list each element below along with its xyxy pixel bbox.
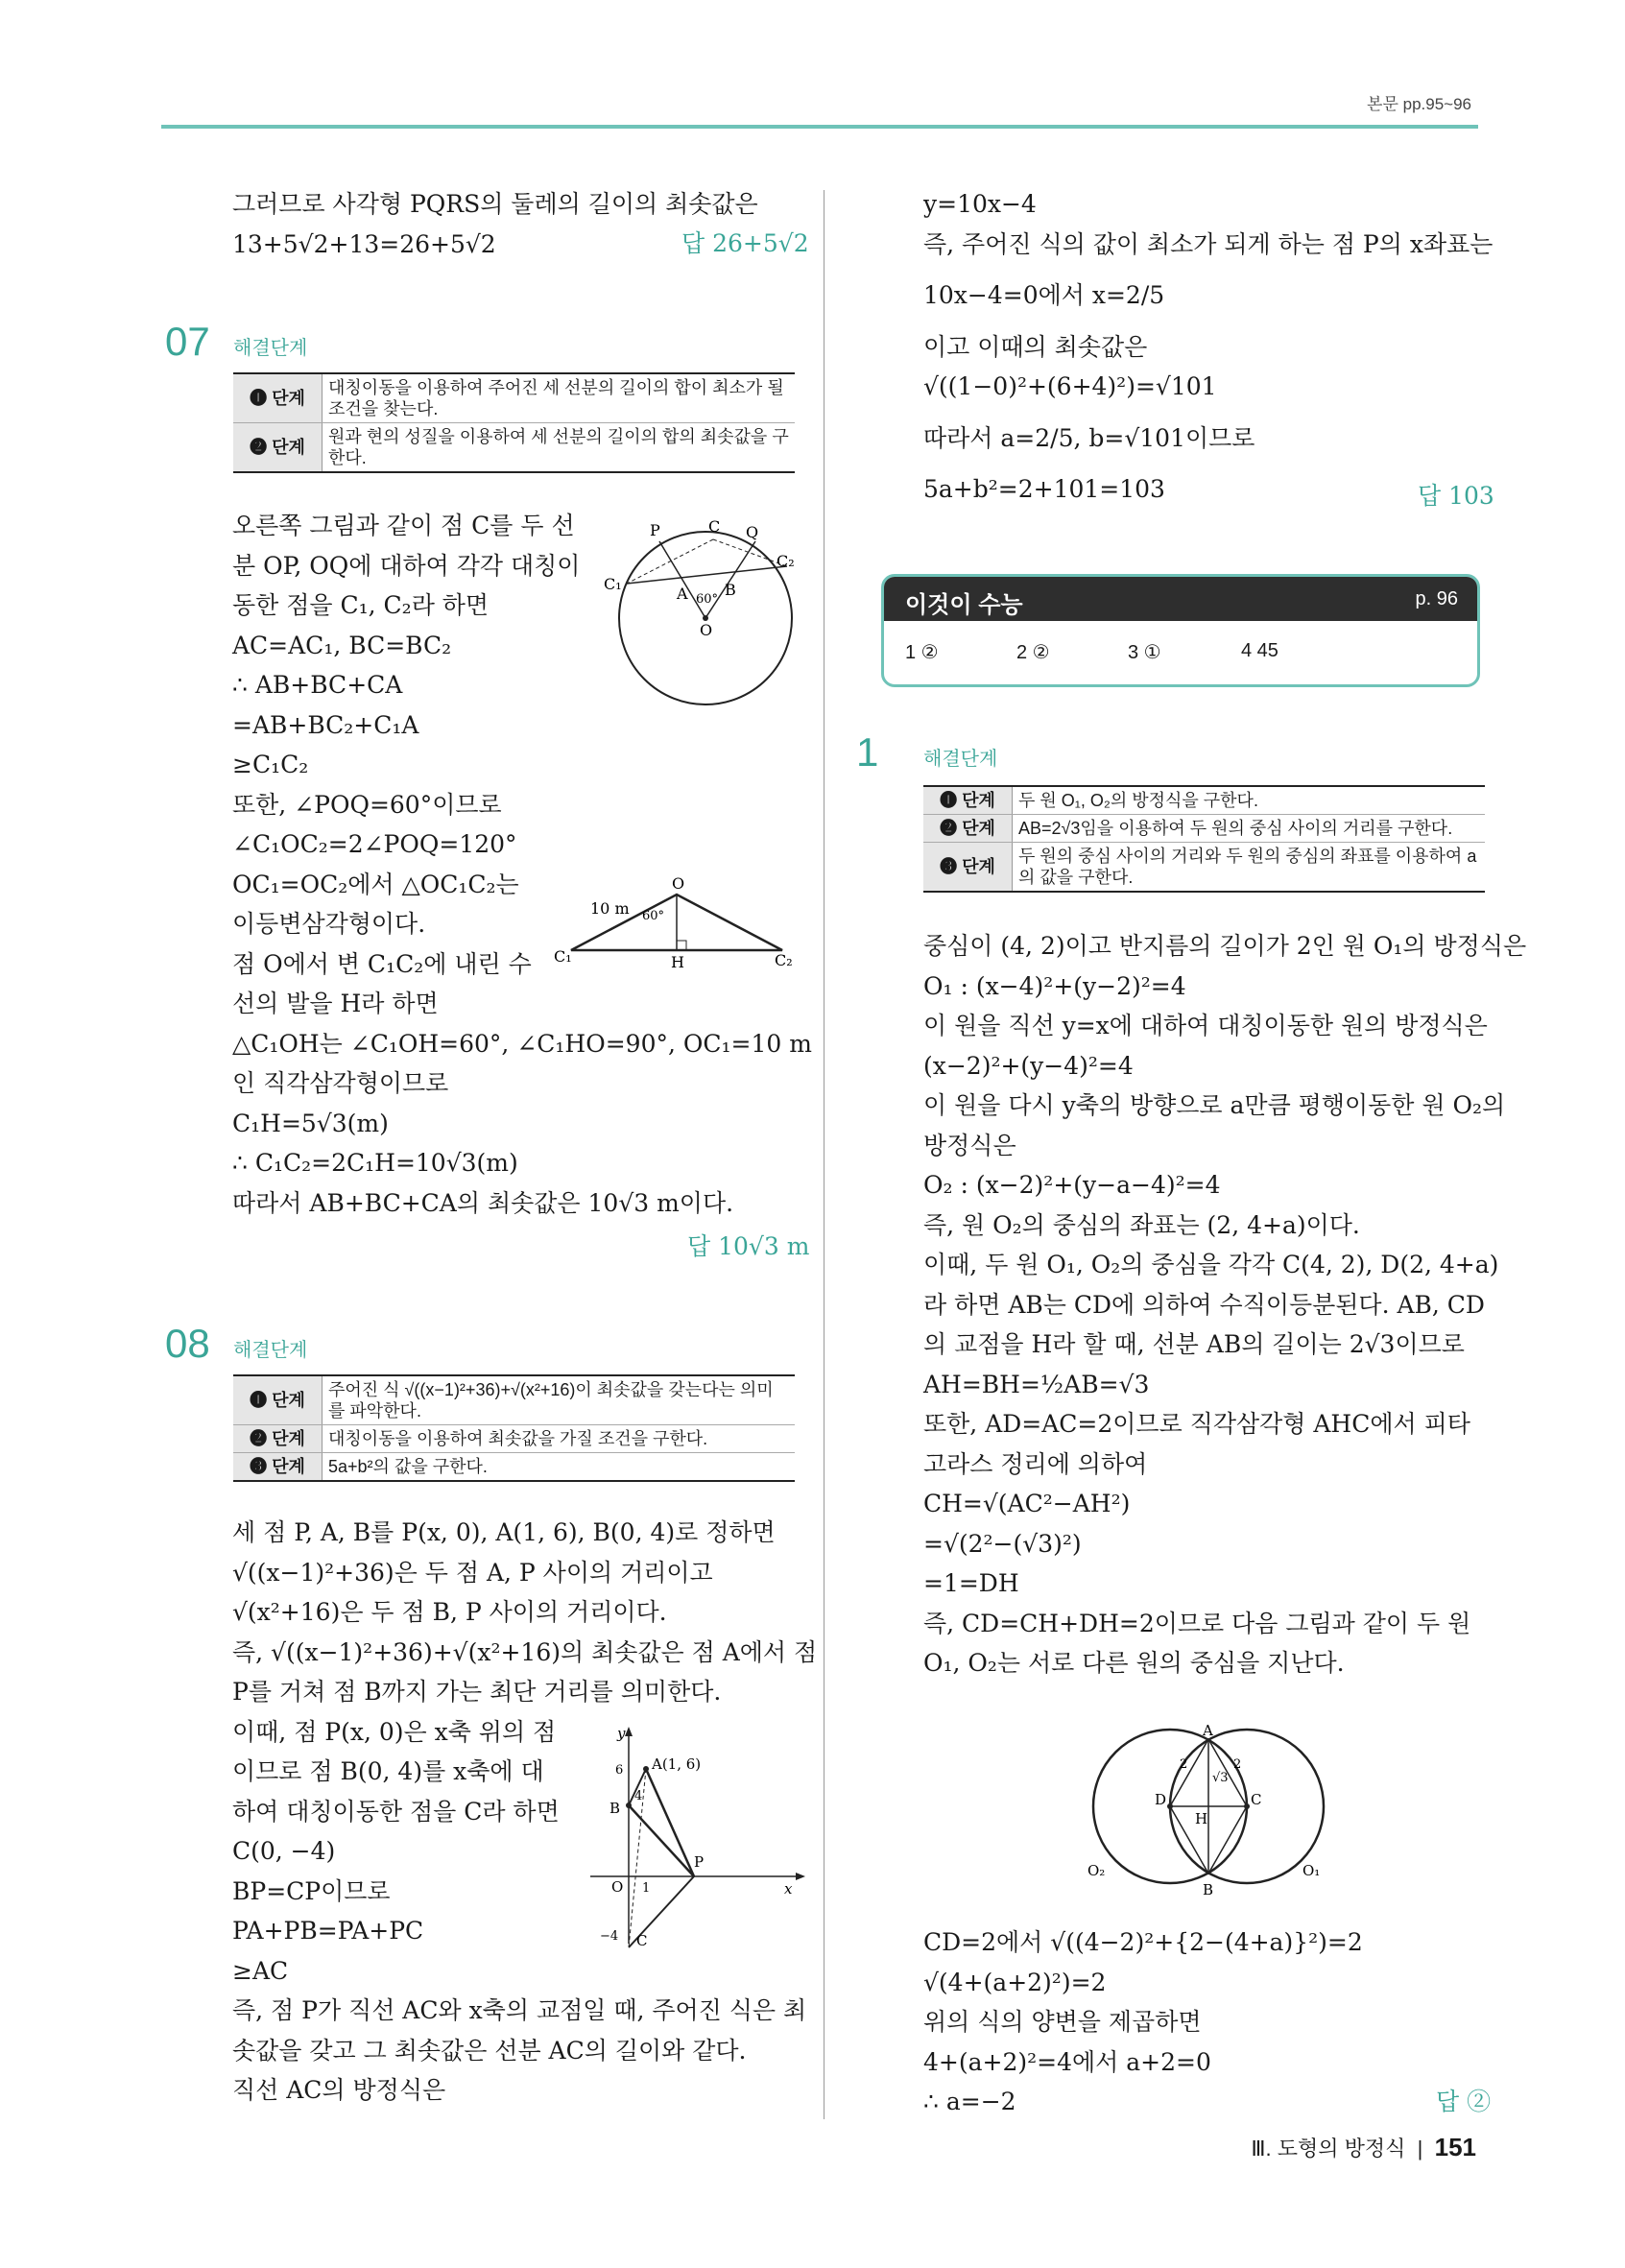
text-line: 따라서 AB+BC+CA의 최솟값은 10√3 m이다. bbox=[232, 1188, 734, 1217]
label-b: B bbox=[609, 1800, 621, 1817]
text-line: 점 O에서 변 C₁C₂에 내린 수 bbox=[232, 949, 532, 978]
text-line: O₁ : (x−4)²+(y−2)²=4 bbox=[923, 971, 1186, 1000]
text-line: 즉, 점 P가 직선 AC와 x축의 교점일 때, 주어진 식은 최 bbox=[232, 1996, 807, 2024]
text-line: 이므로 점 B(0, 4)를 x축에 대 bbox=[232, 1757, 544, 1785]
step-table bbox=[233, 1374, 795, 1482]
label-d: D bbox=[1155, 1791, 1167, 1808]
text-line: CH=√(AC²−AH²) bbox=[923, 1490, 1131, 1517]
step-label: ❸ 단계 bbox=[923, 843, 1013, 893]
step-row bbox=[923, 786, 1485, 815]
page-reference: 본문 pp.95~96 bbox=[1367, 95, 1471, 113]
label-a: A bbox=[1203, 1722, 1213, 1739]
text-line: √(x²+16)은 두 점 B, P 사이의 거리이다. bbox=[232, 1598, 667, 1626]
box-header bbox=[884, 577, 1477, 621]
box-answer-2: 2 ② bbox=[1016, 642, 1050, 663]
section-label: 해결단계 bbox=[233, 338, 308, 359]
text-line: ∴ C₁C₂=2C₁H=10√3(m) bbox=[232, 1149, 518, 1177]
label-c2: C₂ bbox=[777, 552, 795, 570]
text-line: 즉, 주어진 식의 값이 최소가 되게 하는 점 P의 x좌표는 bbox=[923, 229, 1494, 258]
answer: 답 ② bbox=[1436, 2088, 1492, 2115]
text-line: 따라서 a=2/5, b=√101이므로 bbox=[923, 423, 1255, 452]
text-line: 세 점 P, A, B를 P(x, 0), A(1, 6), B(0, 4)로 정하면 bbox=[232, 1518, 776, 1546]
text-line: O₁, O₂는 서로 다른 원의 중심을 지난다. bbox=[923, 1649, 1345, 1677]
text-line: 이등변삼각형이다. bbox=[232, 910, 426, 938]
label-p: P bbox=[650, 521, 660, 539]
text-line: ∴ a=−2 bbox=[923, 2088, 1016, 2115]
text-line: 4+(a+2)²=4에서 a+2=0 bbox=[923, 2047, 1211, 2076]
label-length: 10 m bbox=[590, 899, 630, 918]
step-row bbox=[923, 815, 1485, 843]
step-text: 원과 현의 성질을 이용하여 세 선분의 길이의 합의 최솟값을 구한다. bbox=[323, 423, 796, 473]
text-line: 솟값을 갖고 그 최솟값은 선분 AC의 길이와 같다. bbox=[232, 2036, 747, 2065]
label-b: B bbox=[1203, 1881, 1214, 1898]
section-label: 해결단계 bbox=[923, 749, 998, 770]
answer: 답 26+5√2 bbox=[681, 229, 809, 257]
circle-reflection-figure bbox=[590, 511, 811, 712]
text-line: 이 원을 다시 y축의 방향으로 a만큼 평행이동한 원 O₂의 bbox=[923, 1091, 1506, 1119]
text-line: 그러므로 사각형 PQRS의 둘레의 길이의 최솟값은 bbox=[232, 190, 758, 218]
label-a: A(1, 6) bbox=[652, 1755, 702, 1773]
label-a: A bbox=[677, 585, 688, 603]
text-line: 즉, 원 O₂의 중심의 좌표는 (2, 4+a)이다. bbox=[923, 1210, 1360, 1239]
tick-6: 6 bbox=[615, 1763, 624, 1778]
q1-solution bbox=[923, 926, 1527, 1683]
problem-number: 1 bbox=[856, 729, 879, 775]
label-c: C bbox=[708, 517, 721, 536]
text-line: 이고 이때의 최솟값은 bbox=[923, 332, 1148, 361]
label-c: C bbox=[1251, 1791, 1262, 1808]
step-label: ❶ 단계 bbox=[233, 373, 323, 423]
text-line: 인 직각삼각형이므로 bbox=[232, 1069, 449, 1097]
text-line: 직선 AC의 방정식은 bbox=[232, 2076, 446, 2104]
section-label: 해결단계 bbox=[233, 1340, 308, 1361]
q1-solution-end bbox=[923, 1922, 1499, 2122]
label-origin: O bbox=[611, 1878, 624, 1896]
text-line: 즉, CD=CH+DH=2이므로 다음 그림과 같이 두 원 bbox=[923, 1609, 1471, 1637]
text-line: 또한, AD=AC=2이므로 직각삼각형 AHC에서 피타 bbox=[923, 1410, 1470, 1438]
step-label: ❶ 단계 bbox=[233, 1375, 323, 1425]
step-table bbox=[923, 785, 1485, 893]
header-rule bbox=[161, 125, 1478, 129]
text-line: =1=DH bbox=[923, 1569, 1019, 1597]
tick-minus-4: −4 bbox=[600, 1929, 619, 1944]
text-line: C₁H=5√3(m) bbox=[232, 1109, 389, 1137]
text-line: C(0, −4) bbox=[232, 1837, 336, 1865]
label-root3: √3 bbox=[1212, 1771, 1229, 1785]
box-title: 이것이 수능 bbox=[905, 592, 1023, 618]
step-row bbox=[233, 423, 795, 473]
csat-answer-box bbox=[881, 574, 1480, 687]
problem-number: 07 bbox=[165, 319, 210, 364]
text-line: (x−2)²+(y−4)²=4 bbox=[923, 1051, 1134, 1080]
chapter-title: Ⅲ. 도형의 방정식 bbox=[1251, 2137, 1406, 2161]
text-line: 하여 대칭이동한 점을 C라 하면 bbox=[232, 1797, 560, 1826]
text-line: 오른쪽 그림과 같이 점 C를 두 선 bbox=[232, 512, 575, 539]
text-line: y=10x−4 bbox=[923, 190, 1037, 218]
text-line: 즉, √((x−1)²+36)+√(x²+16)의 최솟값은 점 A에서 점 bbox=[232, 1637, 818, 1666]
tick-4: 4 bbox=[634, 1789, 643, 1803]
label-h: H bbox=[671, 953, 684, 971]
step-label: ❷ 단계 bbox=[233, 1425, 323, 1453]
label-c: C bbox=[636, 1932, 648, 1949]
step-text: 두 원 O₁, O₂의 방정식을 구한다. bbox=[1013, 786, 1486, 815]
right-top-solution bbox=[923, 184, 1494, 510]
box-answer-3: 3 ① bbox=[1128, 642, 1161, 663]
step-row bbox=[233, 1425, 795, 1453]
text-line: 이때, 두 원 O₁, O₂의 중심을 각각 C(4, 2), D(2, 4+a) bbox=[923, 1251, 1499, 1278]
tick-1: 1 bbox=[642, 1881, 651, 1896]
label-x-axis: x bbox=[784, 1880, 793, 1898]
step-label: ❶ 단계 bbox=[923, 786, 1013, 815]
label-o1: O₁ bbox=[1302, 1862, 1321, 1879]
text-line: =AB+BC₂+C₁A bbox=[232, 710, 419, 739]
coordinate-plane-figure bbox=[581, 1723, 811, 1953]
step-row bbox=[233, 373, 795, 423]
text-line: 선의 발을 H라 하면 bbox=[232, 990, 439, 1017]
label-h: H bbox=[1195, 1810, 1208, 1827]
text-line: 분 OP, OQ에 대하여 각각 대칭이 bbox=[232, 551, 581, 580]
text-line: ≥C₁C₂ bbox=[232, 751, 309, 778]
label-q: Q bbox=[746, 523, 759, 541]
text-line: AH=BH=½AB=√3 bbox=[923, 1370, 1150, 1398]
two-circles-figure bbox=[1072, 1718, 1331, 1900]
text-line: ∠C₁OC₂=2∠POQ=120° bbox=[232, 830, 517, 858]
text-line: 이 원을 직선 y=x에 대하여 대칭이동한 원의 방정식은 bbox=[923, 1012, 1488, 1039]
text-line: =√(2²−(√3)²) bbox=[923, 1529, 1082, 1558]
text-line: △C₁OH는 ∠C₁OH=60°, ∠C₁HO=90°, OC₁=10 m bbox=[232, 1029, 812, 1058]
problem-number: 08 bbox=[165, 1321, 210, 1366]
page-number: 151 bbox=[1434, 2133, 1476, 2161]
step-text: 5a+b²의 값을 구한다. bbox=[323, 1453, 796, 1482]
text-line: 고라스 정리에 의하여 bbox=[923, 1449, 1148, 1478]
label-radius-right: 2 bbox=[1233, 1757, 1242, 1772]
label-angle: 60° bbox=[642, 909, 665, 923]
text-line: √((x−1)²+36)은 두 점 A, P 사이의 거리이고 bbox=[232, 1558, 713, 1587]
box-answer-1: 1 ② bbox=[905, 642, 939, 663]
box-page: p. 96 bbox=[1415, 588, 1458, 609]
step-row bbox=[233, 1375, 795, 1425]
text-line: PA+PB=PA+PC bbox=[232, 1917, 424, 1945]
footer-separator: | bbox=[1411, 2137, 1429, 2161]
text-line: 13+5√2+13=26+5√2 bbox=[232, 229, 496, 258]
text-line: 10x−4=0에서 x=2/5 bbox=[923, 281, 1165, 309]
label-o: O bbox=[672, 875, 685, 893]
text-line: OC₁=OC₂에서 △OC₁C₂는 bbox=[232, 870, 519, 898]
text-line: 또한, ∠POQ=60°이므로 bbox=[232, 790, 502, 819]
step-row bbox=[923, 843, 1485, 893]
label-p: P bbox=[694, 1853, 705, 1871]
step-text: 두 원의 중심 사이의 거리와 두 원의 중심의 좌표를 이용하여 a의 값을 구한다. bbox=[1013, 843, 1486, 893]
step-text: 대칭이동을 이용하여 최솟값을 가질 조건을 구한다. bbox=[323, 1425, 796, 1453]
label-c2: C₂ bbox=[775, 951, 793, 969]
text-line: 방정식은 bbox=[923, 1131, 1016, 1159]
isosceles-triangle-figure bbox=[552, 875, 801, 971]
text-line: 동한 점을 C₁, C₂라 하면 bbox=[232, 591, 490, 619]
label-y-axis: y bbox=[617, 1725, 626, 1742]
text-line: √((1−0)²+(6+4)²)=√101 bbox=[923, 372, 1217, 400]
label-c1: C₁ bbox=[554, 947, 572, 966]
box-answer-4: 4 45 bbox=[1241, 640, 1278, 661]
label-o: O bbox=[700, 621, 713, 639]
label-o2: O₂ bbox=[1087, 1862, 1106, 1879]
label-angle: 60° bbox=[696, 592, 719, 607]
step-text: 주어진 식 √((x−1)²+36)+√(x²+16)이 최솟값을 갖는다는 의미를 파악한다. bbox=[323, 1375, 796, 1425]
label-radius-left: 2 bbox=[1180, 1757, 1188, 1772]
label-b: B bbox=[725, 581, 736, 599]
text-line: 5a+b²=2+101=103 bbox=[923, 475, 1165, 503]
text-line: 위의 식의 양변을 제곱하면 bbox=[923, 2008, 1202, 2036]
text-line: ≥AC bbox=[232, 1956, 289, 1985]
text-line: 이때, 점 P(x, 0)은 x축 위의 점 bbox=[232, 1717, 557, 1746]
text-line: P를 거쳐 점 B까지 가는 최단 거리를 의미한다. bbox=[232, 1678, 722, 1706]
answer: 답 10√3 m bbox=[687, 1232, 810, 1260]
text-line: AC=AC₁, BC=BC₂ bbox=[232, 631, 452, 659]
text-line: 중심이 (4, 2)이고 반지름의 길이가 2인 원 O₁의 방정식은 bbox=[923, 932, 1527, 960]
step-label: ❸ 단계 bbox=[233, 1453, 323, 1482]
answer: 답 103 bbox=[1418, 482, 1494, 510]
text-line: BP=CP이므로 bbox=[232, 1876, 391, 1905]
text-line: ∴ AB+BC+CA bbox=[232, 671, 403, 699]
text-line: 라 하면 AB는 CD에 의하여 수직이등분된다. AB, CD bbox=[923, 1290, 1485, 1319]
step-label: ❷ 단계 bbox=[233, 423, 323, 473]
text-line: CD=2에서 √((4−2)²+{2−(4+a)}²)=2 bbox=[923, 1928, 1363, 1956]
step-text: AB=2√3임을 이용하여 두 원의 중심 사이의 거리를 구한다. bbox=[1013, 815, 1486, 843]
step-text: 대칭이동을 이용하여 주어진 세 선분의 길이의 합이 최소가 될 조건을 찾는다. bbox=[323, 373, 796, 423]
label-c1: C₁ bbox=[604, 575, 622, 593]
text-line: O₂ : (x−2)²+(y−a−4)²=4 bbox=[923, 1171, 1221, 1199]
step-table bbox=[233, 372, 795, 473]
page-footer bbox=[1251, 2133, 1476, 2162]
step-label: ❷ 단계 bbox=[923, 815, 1013, 843]
step-row bbox=[233, 1453, 795, 1482]
text-line: √(4+(a+2)²)=2 bbox=[923, 1968, 1107, 1996]
text-line: 의 교점을 H라 할 때, 선분 AB의 길이는 2√3이므로 bbox=[923, 1330, 1465, 1358]
